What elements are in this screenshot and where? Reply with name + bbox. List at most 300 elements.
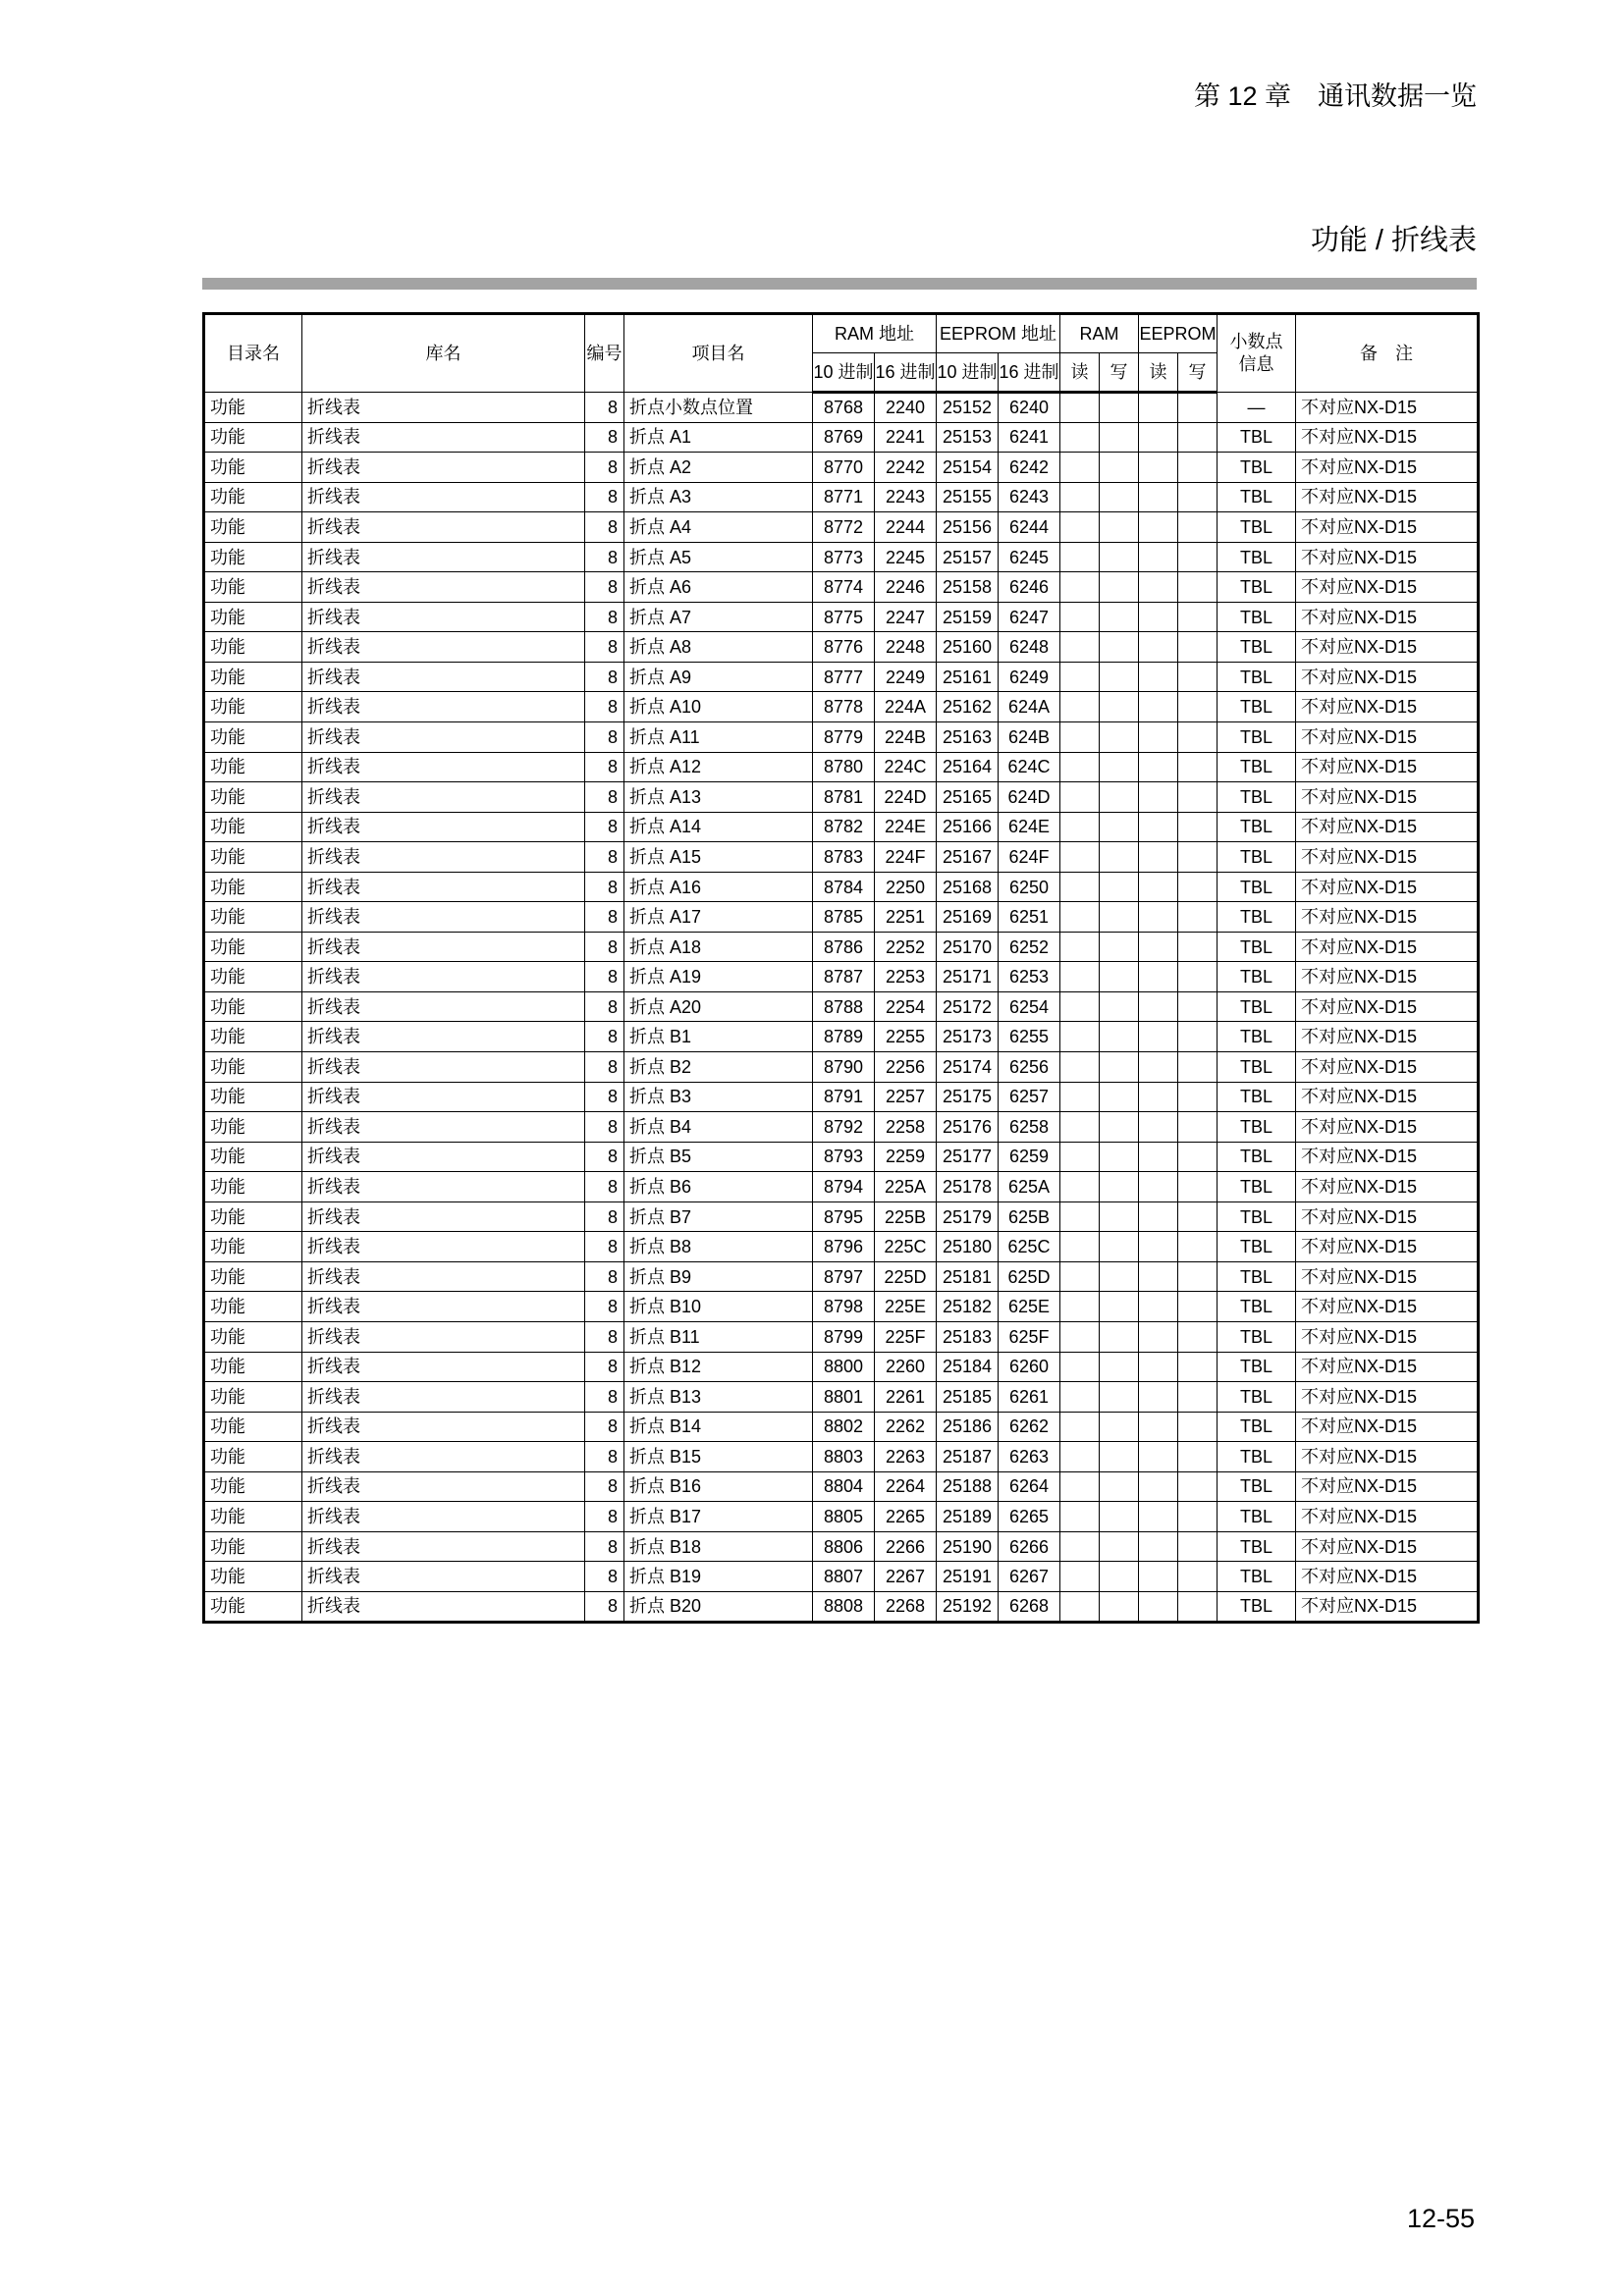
library-cell: 折线表: [302, 962, 585, 992]
number-cell: 8: [585, 991, 624, 1022]
ram-write-cell: [1100, 782, 1139, 813]
eeprom-hex-cell: 624F: [999, 842, 1060, 873]
eeprom-read-cell: [1139, 1201, 1178, 1232]
item-cell: 折点 B5: [624, 1142, 813, 1172]
library-cell: 折线表: [302, 422, 585, 453]
number-cell: 8: [585, 1142, 624, 1172]
table-row: [204, 482, 1479, 512]
eeprom-dec-cell: 25174: [937, 1052, 999, 1083]
catalog-cell: 功能: [204, 1442, 302, 1472]
page-number: 12-55: [1406, 2204, 1475, 2233]
eeprom-hex-cell: 6245: [999, 542, 1060, 572]
ram-dec-cell: 8775: [813, 602, 875, 632]
item-cell: 折点 B19: [624, 1562, 813, 1592]
item-cell: 折点 B1: [624, 1022, 813, 1052]
eeprom-read-cell: [1139, 1591, 1178, 1622]
ram-write-cell: [1100, 1112, 1139, 1143]
library-cell: 折线表: [302, 842, 585, 873]
ram-write-cell: [1100, 812, 1139, 842]
ram-read-cell: [1060, 842, 1100, 873]
remarks-cell: 不对应NX-D15: [1296, 1232, 1479, 1262]
ram-hex-cell: 2249: [875, 662, 937, 692]
ram-dec-cell: 8770: [813, 453, 875, 483]
decimal-info-cell: TBL: [1218, 1172, 1296, 1202]
header-ram-hex: 16 进制: [875, 353, 937, 393]
ram-hex-cell: 225C: [875, 1232, 937, 1262]
eeprom-dec-cell: 25154: [937, 453, 999, 483]
eeprom-dec-cell: 25168: [937, 872, 999, 902]
catalog-cell: 功能: [204, 842, 302, 873]
number-cell: 8: [585, 1442, 624, 1472]
eeprom-read-cell: [1139, 602, 1178, 632]
eeprom-dec-cell: 25186: [937, 1412, 999, 1442]
ram-read-cell: [1060, 1201, 1100, 1232]
eeprom-dec-cell: 25182: [937, 1292, 999, 1322]
ram-write-cell: [1100, 1502, 1139, 1532]
decimal-info-cell: TBL: [1218, 1562, 1296, 1592]
decimal-info-cell: TBL: [1218, 812, 1296, 842]
header-eeprom-dec: 10 进制: [937, 353, 999, 393]
library-cell: 折线表: [302, 1502, 585, 1532]
catalog-cell: 功能: [204, 812, 302, 842]
ram-dec-cell: 8800: [813, 1352, 875, 1382]
library-cell: 折线表: [302, 1292, 585, 1322]
catalog-cell: 功能: [204, 1082, 302, 1112]
eeprom-dec-cell: 25156: [937, 512, 999, 543]
item-cell: 折点 B14: [624, 1412, 813, 1442]
eeprom-read-cell: [1139, 1022, 1178, 1052]
ram-read-cell: [1060, 1591, 1100, 1622]
table-row: [204, 692, 1479, 722]
ram-write-cell: [1100, 991, 1139, 1022]
ram-write-cell: [1100, 1172, 1139, 1202]
eeprom-hex-cell: 625B: [999, 1201, 1060, 1232]
eeprom-read-cell: [1139, 1261, 1178, 1292]
remarks-cell: 不对应NX-D15: [1296, 1502, 1479, 1532]
number-cell: 8: [585, 1502, 624, 1532]
ram-hex-cell: 2253: [875, 962, 937, 992]
library-cell: 折线表: [302, 1232, 585, 1262]
eeprom-dec-cell: 25173: [937, 1022, 999, 1052]
eeprom-write-cell: [1178, 902, 1218, 933]
catalog-cell: 功能: [204, 1142, 302, 1172]
catalog-cell: 功能: [204, 1562, 302, 1592]
ram-dec-cell: 8794: [813, 1172, 875, 1202]
table-row: [204, 782, 1479, 813]
eeprom-read-cell: [1139, 1352, 1178, 1382]
eeprom-write-cell: [1178, 1261, 1218, 1292]
remarks-cell: 不对应NX-D15: [1296, 991, 1479, 1022]
ram-dec-cell: 8779: [813, 722, 875, 753]
library-cell: 折线表: [302, 542, 585, 572]
number-cell: 8: [585, 632, 624, 663]
ram-hex-cell: 2263: [875, 1442, 937, 1472]
eeprom-read-cell: [1139, 1172, 1178, 1202]
number-cell: 8: [585, 1052, 624, 1083]
item-cell: 折点 B17: [624, 1502, 813, 1532]
remarks-cell: 不对应NX-D15: [1296, 602, 1479, 632]
decimal-info-cell: TBL: [1218, 932, 1296, 962]
decimal-info-cell: TBL: [1218, 722, 1296, 753]
catalog-cell: 功能: [204, 1531, 302, 1562]
catalog-cell: 功能: [204, 542, 302, 572]
header-remarks: 备 注: [1296, 314, 1479, 393]
decimal-info-cell: TBL: [1218, 1022, 1296, 1052]
catalog-cell: 功能: [204, 1112, 302, 1143]
number-cell: 8: [585, 1022, 624, 1052]
decimal-info-cell: TBL: [1218, 1382, 1296, 1413]
library-cell: 折线表: [302, 1172, 585, 1202]
item-cell: 折点 A8: [624, 632, 813, 663]
eeprom-read-cell: [1139, 1321, 1178, 1352]
catalog-cell: 功能: [204, 932, 302, 962]
library-cell: 折线表: [302, 902, 585, 933]
number-cell: 8: [585, 902, 624, 933]
ram-write-cell: [1100, 1321, 1139, 1352]
eeprom-dec-cell: 25161: [937, 662, 999, 692]
ram-hex-cell: 225B: [875, 1201, 937, 1232]
number-cell: 8: [585, 692, 624, 722]
decimal-info-cell: TBL: [1218, 512, 1296, 543]
eeprom-hex-cell: 6250: [999, 872, 1060, 902]
library-cell: 折线表: [302, 1052, 585, 1083]
table-row: [204, 1172, 1479, 1202]
ram-write-cell: [1100, 932, 1139, 962]
eeprom-dec-cell: 25178: [937, 1172, 999, 1202]
decimal-info-cell: TBL: [1218, 1531, 1296, 1562]
eeprom-hex-cell: 6267: [999, 1562, 1060, 1592]
number-cell: 8: [585, 842, 624, 873]
eeprom-dec-cell: 25188: [937, 1471, 999, 1502]
header-ram: RAM: [1060, 314, 1139, 353]
number-cell: 8: [585, 1172, 624, 1202]
eeprom-write-cell: [1178, 1232, 1218, 1262]
header-decimal-info: 小数点 信息: [1218, 314, 1296, 393]
remarks-cell: 不对应NX-D15: [1296, 1261, 1479, 1292]
catalog-cell: 功能: [204, 782, 302, 813]
library-cell: 折线表: [302, 872, 585, 902]
ram-hex-cell: 2259: [875, 1142, 937, 1172]
library-cell: 折线表: [302, 1022, 585, 1052]
eeprom-dec-cell: 25181: [937, 1261, 999, 1292]
table-row: [204, 1022, 1479, 1052]
ram-dec-cell: 8769: [813, 422, 875, 453]
table-row: [204, 1471, 1479, 1502]
eeprom-dec-cell: 25185: [937, 1382, 999, 1413]
eeprom-dec-cell: 25172: [937, 991, 999, 1022]
eeprom-dec-cell: 25152: [937, 393, 999, 423]
eeprom-hex-cell: 6258: [999, 1112, 1060, 1143]
ram-write-cell: [1100, 872, 1139, 902]
decimal-info-cell: TBL: [1218, 1201, 1296, 1232]
item-cell: 折点 B4: [624, 1112, 813, 1143]
eeprom-read-cell: [1139, 1531, 1178, 1562]
number-cell: 8: [585, 812, 624, 842]
ram-read-cell: [1060, 1232, 1100, 1262]
table-row: [204, 1112, 1479, 1143]
eeprom-write-cell: [1178, 782, 1218, 813]
library-cell: 折线表: [302, 393, 585, 423]
eeprom-write-cell: [1178, 991, 1218, 1022]
ram-dec-cell: 8782: [813, 812, 875, 842]
eeprom-read-cell: [1139, 842, 1178, 873]
eeprom-write-cell: [1178, 1052, 1218, 1083]
eeprom-read-cell: [1139, 632, 1178, 663]
eeprom-write-cell: [1178, 1142, 1218, 1172]
remarks-cell: 不对应NX-D15: [1296, 1082, 1479, 1112]
ram-write-cell: [1100, 482, 1139, 512]
ram-dec-cell: 8802: [813, 1412, 875, 1442]
table-row: [204, 902, 1479, 933]
ram-hex-cell: 224D: [875, 782, 937, 813]
eeprom-hex-cell: 6255: [999, 1022, 1060, 1052]
ram-dec-cell: 8799: [813, 1321, 875, 1352]
catalog-cell: 功能: [204, 1052, 302, 1083]
library-cell: 折线表: [302, 932, 585, 962]
ram-dec-cell: 8781: [813, 782, 875, 813]
eeprom-write-cell: [1178, 1562, 1218, 1592]
number-cell: 8: [585, 1292, 624, 1322]
header-ram-read: 读: [1060, 353, 1100, 393]
ram-hex-cell: 2254: [875, 991, 937, 1022]
catalog-cell: 功能: [204, 1471, 302, 1502]
ram-dec-cell: 8789: [813, 1022, 875, 1052]
number-cell: 8: [585, 1412, 624, 1442]
eeprom-dec-cell: 25187: [937, 1442, 999, 1472]
number-cell: 8: [585, 422, 624, 453]
eeprom-dec-cell: 25191: [937, 1562, 999, 1592]
item-cell: 折点 B10: [624, 1292, 813, 1322]
eeprom-hex-cell: 6242: [999, 453, 1060, 483]
eeprom-write-cell: [1178, 1321, 1218, 1352]
decimal-info-cell: TBL: [1218, 752, 1296, 782]
number-cell: 8: [585, 722, 624, 753]
table-row: [204, 991, 1479, 1022]
eeprom-write-cell: [1178, 962, 1218, 992]
decimal-info-cell: TBL: [1218, 1232, 1296, 1262]
catalog-cell: 功能: [204, 722, 302, 753]
decimal-info-cell: TBL: [1218, 1502, 1296, 1532]
ram-hex-cell: 2255: [875, 1022, 937, 1052]
ram-dec-cell: 8772: [813, 512, 875, 543]
ram-hex-cell: 225A: [875, 1172, 937, 1202]
eeprom-hex-cell: 6249: [999, 662, 1060, 692]
ram-dec-cell: 8804: [813, 1471, 875, 1502]
ram-read-cell: [1060, 722, 1100, 753]
eeprom-hex-cell: 6264: [999, 1471, 1060, 1502]
eeprom-hex-cell: 6259: [999, 1142, 1060, 1172]
remarks-cell: 不对应NX-D15: [1296, 1591, 1479, 1622]
decimal-info-cell: —: [1218, 393, 1296, 423]
remarks-cell: 不对应NX-D15: [1296, 752, 1479, 782]
eeprom-read-cell: [1139, 1442, 1178, 1472]
ram-hex-cell: 2260: [875, 1352, 937, 1382]
eeprom-hex-cell: 6254: [999, 991, 1060, 1022]
ram-hex-cell: 2244: [875, 512, 937, 543]
remarks-cell: 不对应NX-D15: [1296, 1201, 1479, 1232]
remarks-cell: 不对应NX-D15: [1296, 1531, 1479, 1562]
ram-read-cell: [1060, 482, 1100, 512]
decimal-info-cell: TBL: [1218, 1412, 1296, 1442]
eeprom-hex-cell: 624B: [999, 722, 1060, 753]
item-cell: 折点 A15: [624, 842, 813, 873]
item-cell: 折点 A7: [624, 602, 813, 632]
table-row: [204, 812, 1479, 842]
table-row: [204, 1232, 1479, 1262]
eeprom-hex-cell: 624E: [999, 812, 1060, 842]
library-cell: 折线表: [302, 1562, 585, 1592]
library-cell: 折线表: [302, 1201, 585, 1232]
item-cell: 折点 B7: [624, 1201, 813, 1232]
catalog-cell: 功能: [204, 1412, 302, 1442]
ram-write-cell: [1100, 572, 1139, 603]
eeprom-read-cell: [1139, 932, 1178, 962]
ram-dec-cell: 8793: [813, 1142, 875, 1172]
number-cell: 8: [585, 542, 624, 572]
eeprom-write-cell: [1178, 872, 1218, 902]
ram-dec-cell: 8792: [813, 1112, 875, 1143]
eeprom-read-cell: [1139, 482, 1178, 512]
ram-read-cell: [1060, 1292, 1100, 1322]
remarks-cell: 不对应NX-D15: [1296, 782, 1479, 813]
header-item: 项目名: [624, 314, 813, 393]
ram-read-cell: [1060, 932, 1100, 962]
eeprom-read-cell: [1139, 572, 1178, 603]
catalog-cell: 功能: [204, 1321, 302, 1352]
item-cell: 折点 A18: [624, 932, 813, 962]
library-cell: 折线表: [302, 1082, 585, 1112]
ram-hex-cell: 2240: [875, 393, 937, 423]
eeprom-hex-cell: 6263: [999, 1442, 1060, 1472]
library-cell: 折线表: [302, 1112, 585, 1143]
item-cell: 折点 A3: [624, 482, 813, 512]
library-cell: 折线表: [302, 482, 585, 512]
ram-hex-cell: 224F: [875, 842, 937, 873]
header-eeprom: EEPROM: [1139, 314, 1218, 353]
library-cell: 折线表: [302, 1352, 585, 1382]
ram-read-cell: [1060, 1531, 1100, 1562]
remarks-cell: 不对应NX-D15: [1296, 482, 1479, 512]
eeprom-write-cell: [1178, 842, 1218, 873]
eeprom-hex-cell: 6261: [999, 1382, 1060, 1413]
ram-dec-cell: 8801: [813, 1382, 875, 1413]
ram-write-cell: [1100, 453, 1139, 483]
table-row: [204, 1562, 1479, 1592]
eeprom-write-cell: [1178, 512, 1218, 543]
table-row: [204, 872, 1479, 902]
catalog-cell: 功能: [204, 1382, 302, 1413]
eeprom-write-cell: [1178, 1412, 1218, 1442]
item-cell: 折点 B20: [624, 1591, 813, 1622]
ram-read-cell: [1060, 1261, 1100, 1292]
ram-read-cell: [1060, 991, 1100, 1022]
ram-write-cell: [1100, 692, 1139, 722]
ram-dec-cell: 8786: [813, 932, 875, 962]
table-row: [204, 962, 1479, 992]
item-cell: 折点 B9: [624, 1261, 813, 1292]
header-catalog: 目录名: [204, 314, 302, 393]
ram-read-cell: [1060, 1022, 1100, 1052]
item-cell: 折点 A14: [624, 812, 813, 842]
decimal-info-cell: TBL: [1218, 1352, 1296, 1382]
section-title: 功能 / 折线表: [1310, 225, 1477, 256]
decimal-info-cell: TBL: [1218, 422, 1296, 453]
ram-write-cell: [1100, 1442, 1139, 1472]
item-cell: 折点 B13: [624, 1382, 813, 1413]
remarks-cell: 不对应NX-D15: [1296, 872, 1479, 902]
ram-hex-cell: 2251: [875, 902, 937, 933]
ram-write-cell: [1100, 842, 1139, 873]
ram-write-cell: [1100, 902, 1139, 933]
ram-read-cell: [1060, 1352, 1100, 1382]
table-row: [204, 422, 1479, 453]
catalog-cell: 功能: [204, 422, 302, 453]
number-cell: 8: [585, 482, 624, 512]
ram-read-cell: [1060, 393, 1100, 423]
eeprom-write-cell: [1178, 632, 1218, 663]
ram-read-cell: [1060, 1382, 1100, 1413]
eeprom-write-cell: [1178, 1201, 1218, 1232]
table-row: [204, 602, 1479, 632]
remarks-cell: 不对应NX-D15: [1296, 1352, 1479, 1382]
ram-hex-cell: 2268: [875, 1591, 937, 1622]
header-library: 库名: [302, 314, 585, 393]
item-cell: 折点 A19: [624, 962, 813, 992]
eeprom-read-cell: [1139, 782, 1178, 813]
eeprom-dec-cell: 25170: [937, 932, 999, 962]
eeprom-dec-cell: 25167: [937, 842, 999, 873]
library-cell: 折线表: [302, 1531, 585, 1562]
catalog-cell: 功能: [204, 1201, 302, 1232]
ram-read-cell: [1060, 542, 1100, 572]
remarks-cell: 不对应NX-D15: [1296, 1412, 1479, 1442]
ram-hex-cell: 2247: [875, 602, 937, 632]
ram-write-cell: [1100, 1261, 1139, 1292]
eeprom-write-cell: [1178, 393, 1218, 423]
eeprom-hex-cell: 6262: [999, 1412, 1060, 1442]
ram-write-cell: [1100, 1531, 1139, 1562]
remarks-cell: 不对应NX-D15: [1296, 722, 1479, 753]
number-cell: 8: [585, 1382, 624, 1413]
ram-hex-cell: 2258: [875, 1112, 937, 1143]
eeprom-write-cell: [1178, 812, 1218, 842]
header-eeprom-read: 读: [1139, 353, 1178, 393]
item-cell: 折点 B8: [624, 1232, 813, 1262]
ram-dec-cell: 8806: [813, 1531, 875, 1562]
ram-write-cell: [1100, 1591, 1139, 1622]
eeprom-read-cell: [1139, 1112, 1178, 1143]
ram-hex-cell: 224C: [875, 752, 937, 782]
library-cell: 折线表: [302, 812, 585, 842]
catalog-cell: 功能: [204, 902, 302, 933]
eeprom-dec-cell: 25159: [937, 602, 999, 632]
number-cell: 8: [585, 932, 624, 962]
library-cell: 折线表: [302, 1261, 585, 1292]
remarks-cell: 不对应NX-D15: [1296, 1471, 1479, 1502]
table-row: [204, 722, 1479, 753]
ram-dec-cell: 8790: [813, 1052, 875, 1083]
remarks-cell: 不对应NX-D15: [1296, 812, 1479, 842]
ram-dec-cell: 8773: [813, 542, 875, 572]
ram-write-cell: [1100, 422, 1139, 453]
number-cell: 8: [585, 872, 624, 902]
eeprom-hex-cell: 6243: [999, 482, 1060, 512]
ram-hex-cell: 224B: [875, 722, 937, 753]
eeprom-write-cell: [1178, 1022, 1218, 1052]
ram-write-cell: [1100, 1201, 1139, 1232]
eeprom-write-cell: [1178, 752, 1218, 782]
eeprom-read-cell: [1139, 1382, 1178, 1413]
